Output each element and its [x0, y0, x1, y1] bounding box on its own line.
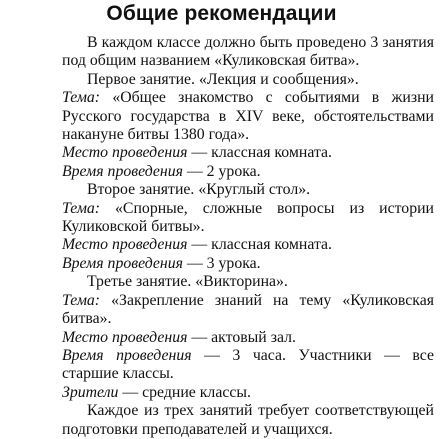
lesson-2-place-text: — классная комната. [191, 236, 333, 254]
lesson-1-heading [62, 71, 434, 89]
lesson-3-spectators-label: Зрители [62, 383, 119, 401]
page-title: Общие рекомендации [106, 2, 337, 25]
lesson-3-heading-text: Третье занятие. «Викторина». [87, 273, 288, 291]
lesson-3-topic-label: Тема: [62, 291, 101, 309]
lesson-3-time-text: — 3 часа. Участники — все старшие классы. [62, 346, 434, 383]
intro-paragraph [62, 34, 434, 71]
lesson-1-place-text: — классная комната. [191, 144, 333, 162]
lesson-3-place [62, 329, 434, 347]
lesson-3-time [62, 347, 434, 384]
lesson-1-topic [62, 89, 434, 144]
lesson-2-time-text: — 3 урока. [186, 254, 261, 272]
lesson-1-place-label: Место проведения [62, 144, 188, 162]
lesson-2-place-label: Место проведения [62, 236, 188, 254]
lesson-1-topic-label: Тема: [62, 89, 101, 107]
lesson-2-topic-label: Тема: [62, 199, 101, 217]
lesson-3-place-text: — актовый зал. [191, 328, 296, 346]
lesson-1-time-text: — 2 урока. [186, 162, 261, 180]
lesson-3-topic [62, 292, 434, 329]
lesson-3-time-label: Время проведения [62, 346, 192, 364]
lesson-1-time [62, 163, 434, 181]
closing-text: Каждое из трех занятий требует соответствующей подготовки преподавателей и учащихся. [62, 402, 434, 438]
lesson-2-time [62, 255, 434, 273]
lesson-3-spectators [62, 384, 434, 402]
lesson-3-topic-text: «Закрепление знаний на тему «Куликовская битва». [62, 291, 435, 328]
lesson-3-place-label: Место проведения [62, 328, 188, 346]
document-body [62, 34, 434, 439]
lesson-2-time-label: Время проведения [62, 254, 183, 272]
lesson-3-heading [62, 273, 434, 291]
lesson-2-heading-text: Второе занятие. «Круглый стол». [87, 181, 311, 199]
lesson-2-topic [62, 200, 434, 237]
lesson-1-heading-text: Первое занятие. «Лекция и сообщения». [87, 70, 359, 88]
lesson-2-topic-text: «Спорные, сложные вопросы из истории Куликовской битвы». [62, 199, 434, 236]
lesson-2-place [62, 236, 434, 254]
lesson-3-spectators-text: — средние классы. [122, 383, 251, 401]
lesson-1-place [62, 144, 434, 162]
lesson-1-topic-text: «Общее знакомство с событиями в жизни Русского государства в XIV веке, обстоятельствами накануне битвы 1380 года». [62, 89, 435, 144]
lesson-1-time-label: Время проведения [62, 162, 183, 180]
intro-text: В каждом классе должно быть проведено 3 занятия под общим названием «Куликовская битва». [62, 34, 434, 70]
closing-paragraph [62, 402, 434, 439]
lesson-2-heading [62, 181, 434, 199]
